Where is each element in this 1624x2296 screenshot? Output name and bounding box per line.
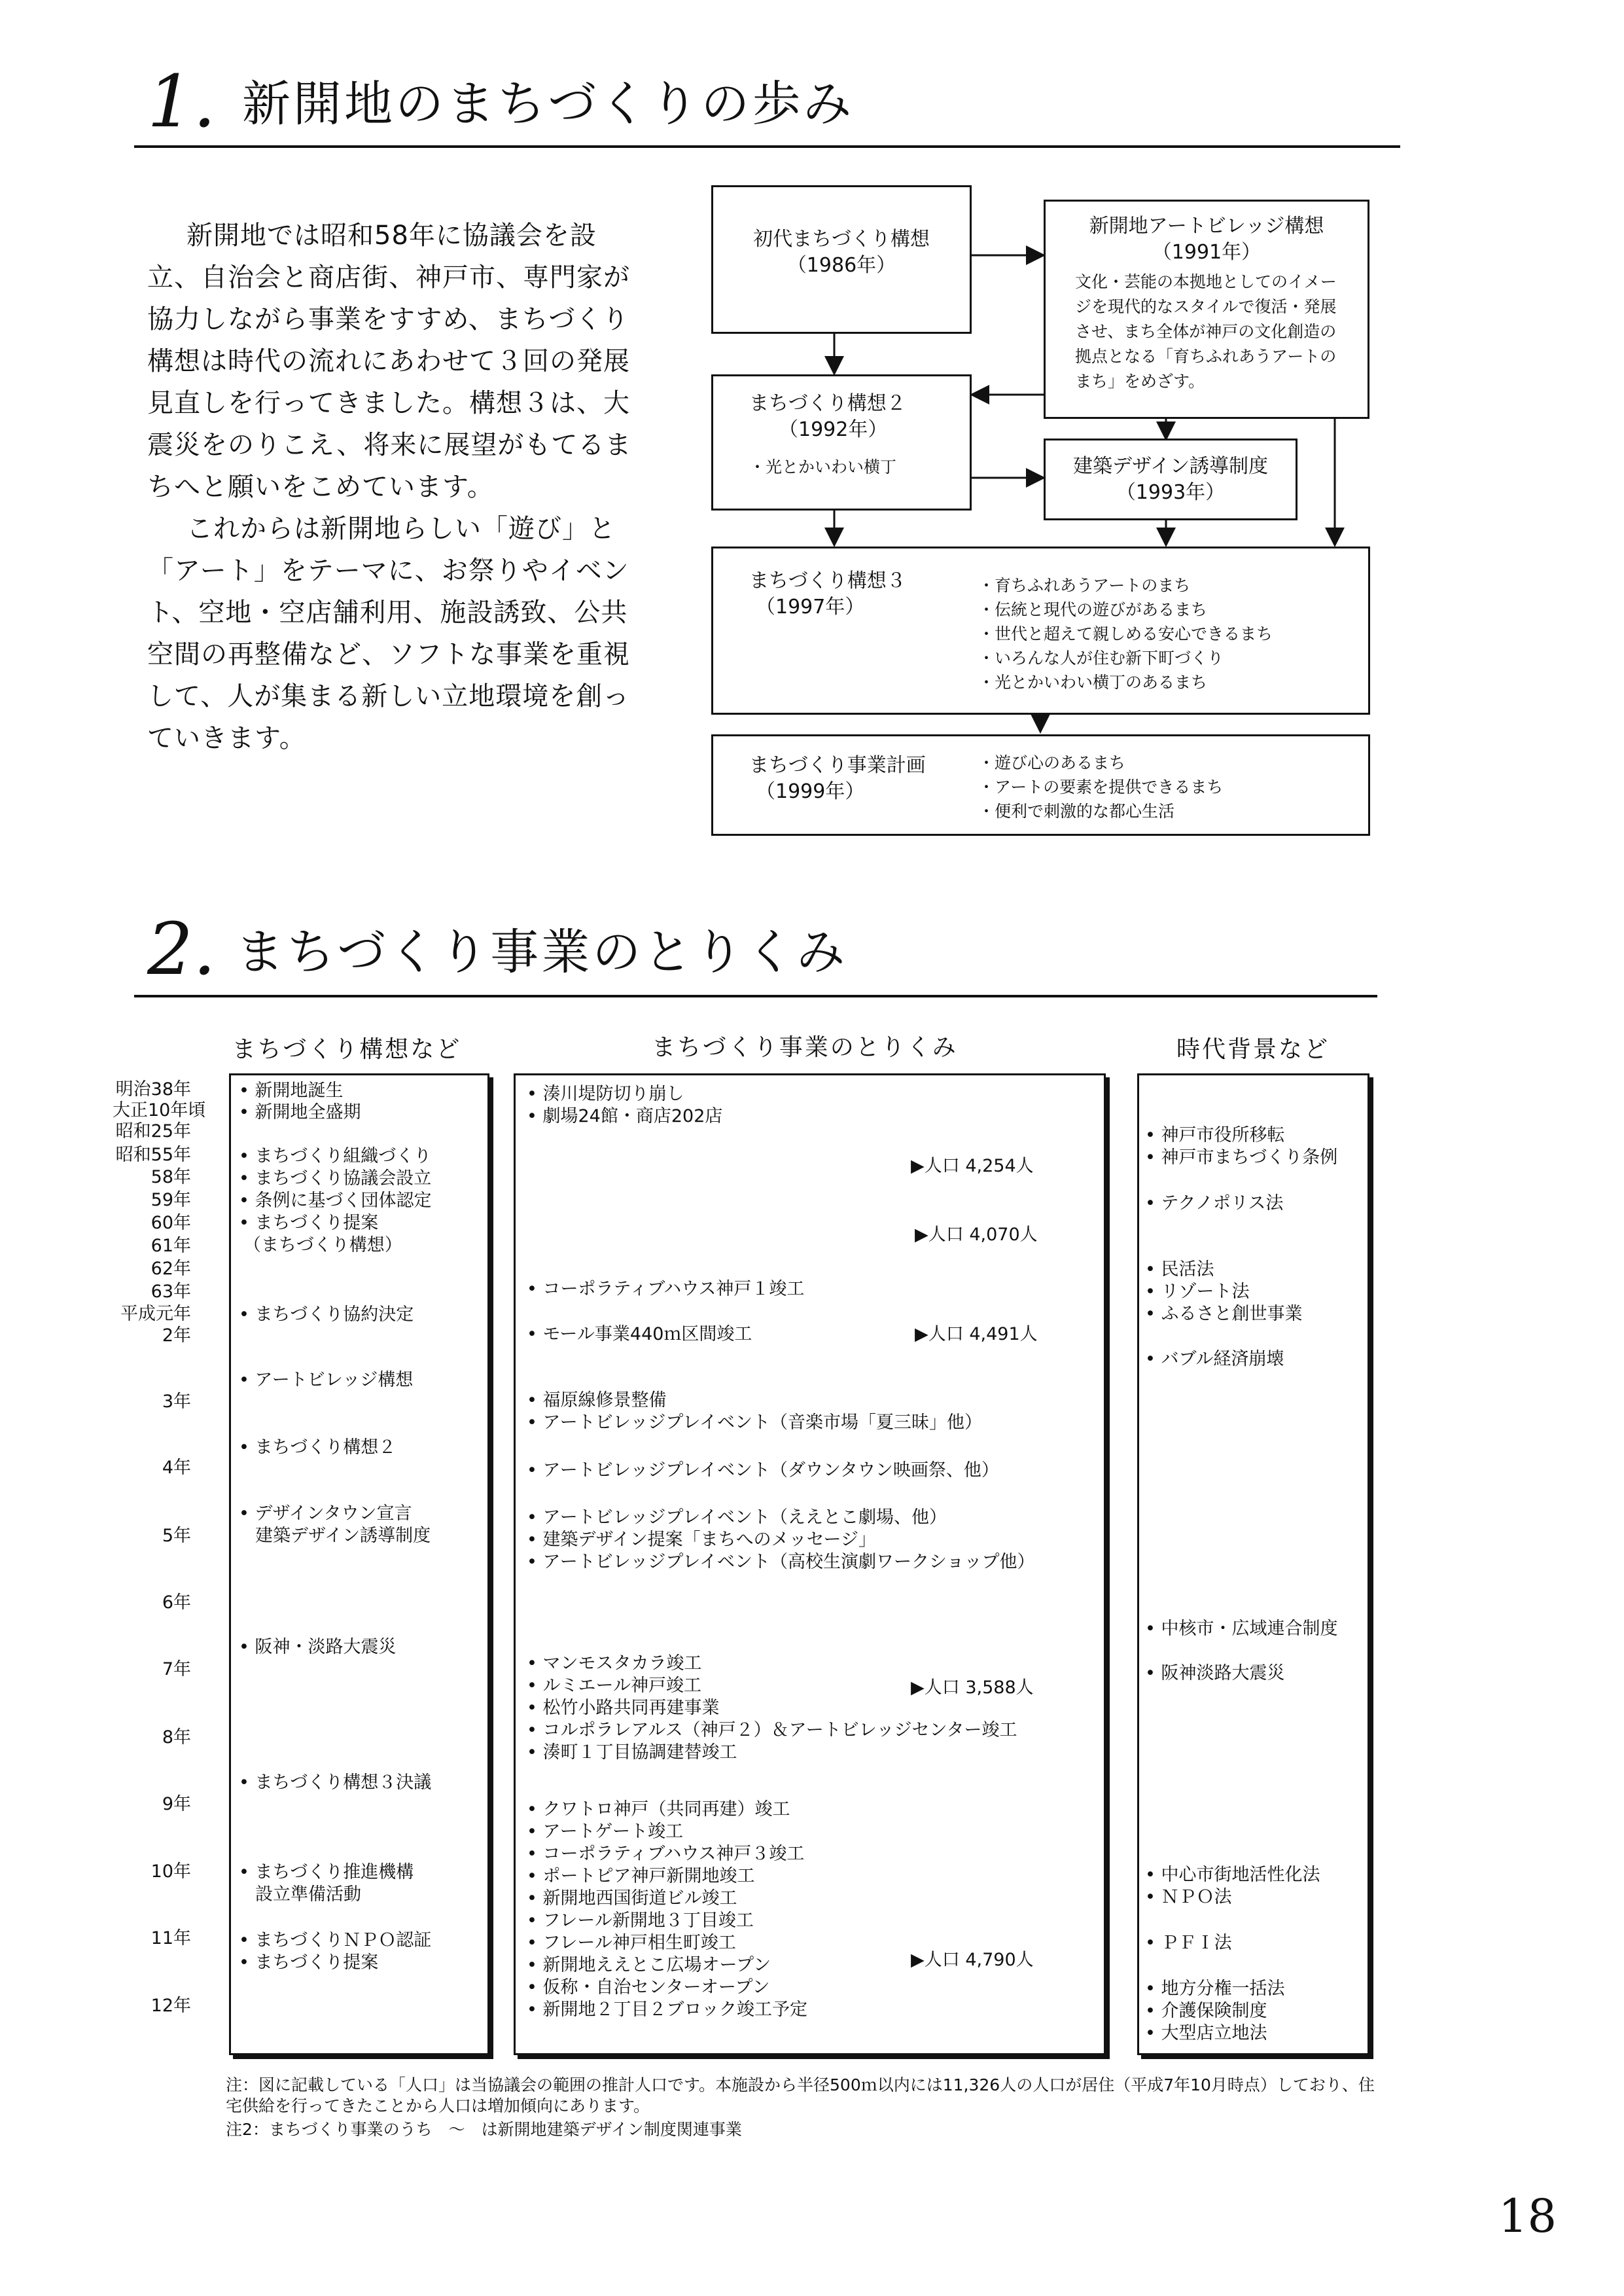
- year-label: 12年: [150, 1996, 191, 2016]
- box-plan3: [711, 547, 1370, 715]
- year-label: 平成元年: [120, 1304, 191, 1324]
- design-system-title: 建築デザイン誘導制度: [1073, 455, 1268, 478]
- page-number: 18: [1498, 2189, 1557, 2243]
- col2-item: • モール事業440ｍ区間竣工: [527, 1324, 752, 1344]
- plan3-item: ・ 育ちふれあうアートのまち: [978, 573, 1273, 598]
- col3-item: • 民活法: [1145, 1259, 1214, 1280]
- col1-item: • 新開地誕生: [239, 1081, 344, 1101]
- col2-item: • 建築デザイン提案「まちへのメッセージ」: [527, 1530, 876, 1550]
- section1-number: 1.: [147, 60, 216, 143]
- section1-title: 新開地のまちづくりの歩み: [242, 76, 855, 132]
- year-label: 61年: [150, 1236, 191, 1256]
- year-label: 62年: [150, 1259, 191, 1279]
- year-label: 59年: [150, 1190, 191, 1210]
- col2-item: • クワトロ神戸（共同再建）竣工: [527, 1799, 790, 1820]
- col3-item: • 中心市街地活性化法: [1145, 1865, 1320, 1885]
- col1-item: • まちづくり推進機構: [239, 1862, 414, 1882]
- col2-header: まちづくり事業のとりくみ: [652, 1034, 958, 1061]
- col1-item: 建築デザイン誘導制度: [255, 1526, 431, 1546]
- col3-item: • 神戸市まちづくり条例: [1145, 1147, 1338, 1168]
- project-plan-item: ・ アートの要素を提供できるまち: [978, 775, 1223, 799]
- plan3-year: （1997年）: [756, 596, 865, 619]
- box-artvillage-plan: [1044, 200, 1369, 419]
- col2-item: • 新開地２丁目２ブロック竣工予定: [527, 2000, 807, 2020]
- col2-item: • 劇場24館・商店202店: [527, 1106, 723, 1126]
- year-label: 58年: [150, 1167, 191, 1187]
- project-plan-list: [978, 751, 1223, 823]
- project-plan-year: （1999年）: [756, 780, 865, 803]
- year-label: 3年: [162, 1391, 191, 1412]
- year-label: 昭和25年: [115, 1121, 191, 1141]
- plan3-item: ・ いろんな人が住む新下町づくり: [978, 646, 1273, 670]
- year-label: 明治38年: [115, 1079, 191, 1100]
- population-marker: ▶人口 4,491人: [915, 1324, 1038, 1344]
- population-marker: ▶人口 4,790人: [911, 1950, 1034, 1970]
- plan3-item: ・ 世代と超えて親しめる安心できるまち: [978, 622, 1273, 646]
- col1-header: まちづくり構想など: [232, 1036, 462, 1063]
- col1-item: • まちづくり協約決定: [239, 1304, 414, 1325]
- box-plan2: [711, 374, 972, 511]
- initial-plan-title: 初代まちづくり構想: [753, 228, 930, 251]
- col2-item: • アートゲート竣工: [527, 1821, 684, 1842]
- col3-item: • テクノポリス法: [1145, 1193, 1284, 1213]
- col2-item: • コーポラティブハウス神戸３竣工: [527, 1844, 805, 1864]
- col2-item: • 福原線修景整備: [527, 1390, 667, 1410]
- year-label: 8年: [162, 1727, 191, 1748]
- project-plan-title: まちづくり事業計画: [749, 754, 926, 777]
- col2-item: • アートビレッジプレイベント（ええとこ劇場、他）: [527, 1507, 947, 1528]
- col3-header: 時代背景など: [1176, 1036, 1330, 1063]
- project-plan-item: ・ 遊び心のあるまち: [978, 751, 1223, 775]
- year-label: 11年: [150, 1928, 191, 1948]
- year-label: 大正10年頃: [113, 1100, 206, 1121]
- col3-item: • 大型店立地法: [1145, 2023, 1267, 2043]
- intro-paragraph-2: これからは新開地らしい「遊び」と「アート」をテーマに、お祭りやイベント、空地・空店舗利用、施設誘致、公共空間の再整備など、ソフトな事業を重視して、人が集まる新しい立地環境を創っていきます。: [147, 514, 630, 753]
- col2-item: • 新開地ええとこ広場オープン: [527, 1955, 771, 1975]
- box-initial-plan: [711, 185, 972, 334]
- year-label: 10年: [150, 1861, 191, 1882]
- col2-item: • 新開地西国街道ビル竣工: [527, 1888, 737, 1909]
- intro-paragraph-1: 新開地では昭和58年に協議会を設立、自治会と商店街、神戸市、専門家が協力しながら事業をすすめ、まちづくり構想は時代の流れにあわせて３回の発展見直しを行ってきました。構想３は、大震災をのりこえ、将来に展望がもてるまちへと願いをこめています。: [147, 221, 632, 502]
- col1-item: • 阪神・淡路大震災: [239, 1637, 397, 1657]
- col2-item: • 仮称・自治センターオープン: [527, 1977, 770, 1998]
- col3-item: • バブル経済崩壊: [1145, 1349, 1284, 1369]
- col2-item: • 湊町１丁目協調建替竣工: [527, 1742, 737, 1763]
- col1-item: • まちづくり協議会設立: [239, 1168, 432, 1189]
- section2-title: まちづくり事業のとりくみ: [236, 924, 848, 980]
- col1-item: • まちづくり構想３決議: [239, 1772, 432, 1793]
- section2-number: 2.: [147, 907, 216, 991]
- col2-item: • アートビレッジプレイベント（高校生演劇ワークショップ他）: [527, 1552, 1035, 1572]
- col1-item: • アートビレッジ構想: [239, 1370, 414, 1390]
- year-label: 4年: [162, 1458, 191, 1478]
- plan2-item: ・光とかいわい横丁: [749, 457, 897, 476]
- col1-item: • まちづくり提案: [239, 1952, 379, 1973]
- box-project-plan: [711, 734, 1370, 836]
- col2-item: • アートビレッジプレイベント（音楽市場「夏三昧」他）: [527, 1412, 982, 1433]
- population-marker: ▶人口 4,254人: [911, 1156, 1034, 1176]
- col1-item: • デザインタウン宣言: [239, 1503, 412, 1524]
- year-label: 5年: [162, 1526, 191, 1546]
- year-label: 63年: [150, 1282, 191, 1302]
- col2-item: • マンモスタカラ竣工: [527, 1653, 702, 1674]
- plan2-title: まちづくり構想２: [749, 392, 906, 415]
- col3-item: • 神戸市役所移転: [1145, 1125, 1285, 1145]
- year-label: 60年: [150, 1213, 191, 1233]
- note-1: 注：図に記載している「人口」は当協議会の範囲の推計人口です。本施設から半径500ｍ以内には11,326人の人口が居住（平成7年10月時点）しており、住宅供給を行ってきたことから人口は増加傾向にあります。: [226, 2075, 1375, 2115]
- population-marker: ▶人口 4,070人: [915, 1225, 1038, 1245]
- population-marker: ▶人口 3,588人: [911, 1677, 1034, 1698]
- col3-item: • ＰＦＩ法: [1145, 1933, 1232, 1953]
- plan3-item: ・ 光とかいわい横丁のあるまち: [978, 670, 1273, 694]
- col2-item: • フレール新開地３丁目竣工: [527, 1910, 754, 1931]
- col1-item: • まちづくり組織づくり: [239, 1146, 432, 1166]
- year-label: 6年: [162, 1592, 191, 1613]
- col2-item: • ポートピア神戸新開地竣工: [527, 1866, 755, 1886]
- col3-item: • リゾート法: [1145, 1282, 1250, 1302]
- artvillage-desc: 文化・芸能の本拠地としてのイメージを現代的なスタイルで復活・発展させ、まち全体が神戸の文化創造の拠点となる「育ちふれあうアートのまち」をめざす。: [1075, 272, 1337, 391]
- note-2: 注2：まちづくり事業のうち ～ は新開地建築デザイン制度関連事業: [226, 2120, 742, 2139]
- col1-item: （まちづくり構想）: [243, 1235, 402, 1255]
- plan3-title: まちづくり構想３: [749, 569, 906, 592]
- col1-item: • まちづくり提案: [239, 1213, 379, 1233]
- box-design-system: [1044, 439, 1297, 520]
- initial-plan-year: （1986年）: [786, 254, 896, 277]
- col3-item: • ふるさと創世事業: [1145, 1304, 1303, 1324]
- col2-item: • コルポラレアルス（神戸２）＆アートビレッジセンター竣工: [527, 1720, 1017, 1740]
- col2-item: • ルミエール神戸竣工: [527, 1676, 701, 1696]
- plan3-item: ・ 伝統と現代の遊びがあるまち: [978, 598, 1273, 622]
- col3-item: • ＮＰＯ法: [1145, 1887, 1232, 1907]
- col1-item: • 条例に基づく団体認定: [239, 1191, 432, 1211]
- col2-item: • コーポラティブハウス神戸１竣工: [527, 1279, 805, 1299]
- col1-item: 設立準備活動: [255, 1884, 361, 1905]
- artvillage-year: （1991年）: [1152, 241, 1262, 264]
- section2-rule: [134, 995, 1377, 997]
- project-plan-item: ・ 便利で刺激的な都心生活: [978, 799, 1223, 823]
- col1-item: • まちづくり構想２: [239, 1437, 397, 1458]
- year-label: 昭和55年: [115, 1145, 191, 1165]
- col3-item: • 地方分権一括法: [1145, 1979, 1285, 1999]
- plan2-year: （1992年）: [779, 418, 888, 441]
- year-label: 7年: [162, 1659, 191, 1679]
- year-label: 2年: [162, 1325, 191, 1346]
- col2-item: • 湊川堤防切り崩し: [527, 1084, 684, 1104]
- year-label: 9年: [162, 1794, 191, 1814]
- col2-item: • フレール神戸相生町竣工: [527, 1933, 736, 1953]
- plan3-list: [978, 573, 1273, 694]
- artvillage-title: 新開地アートビレッジ構想: [1089, 215, 1324, 238]
- col1-item: • まちづくりＮＰＯ認証: [239, 1930, 432, 1950]
- col2-item: • 松竹小路共同再建事業: [527, 1698, 720, 1718]
- col3-item: • 介護保険制度: [1145, 2001, 1267, 2021]
- col2-item: • アートビレッジプレイベント（ダウンタウン映画祭、他）: [527, 1460, 999, 1480]
- col1-item: • 新開地全盛期: [239, 1102, 361, 1122]
- col3-item: • 阪神淡路大震災: [1145, 1663, 1285, 1683]
- design-system-year: （1993年）: [1116, 481, 1226, 504]
- col3-item: • 中核市・広域連合制度: [1145, 1619, 1338, 1639]
